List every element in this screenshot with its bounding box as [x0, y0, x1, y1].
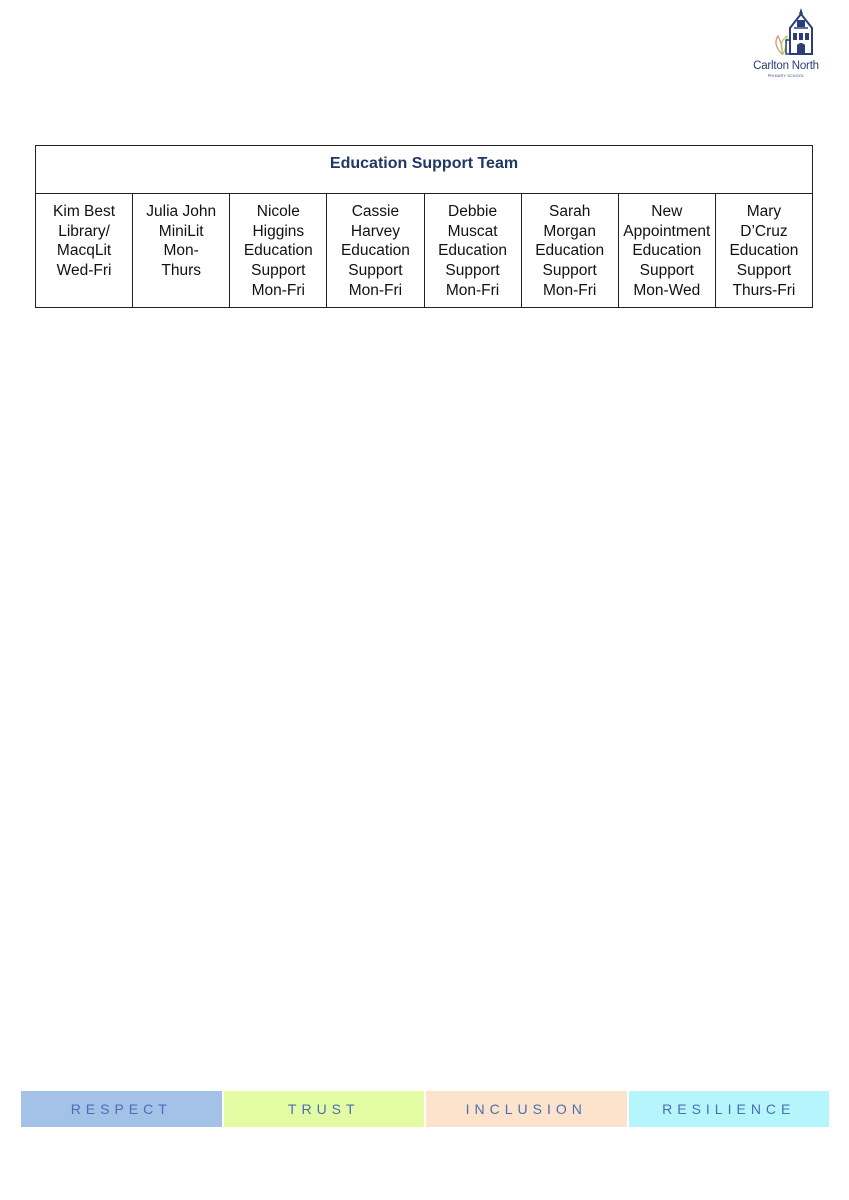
staff-cell-line: Higgins [252, 222, 305, 240]
value-inclusion: INCLUSION [424, 1091, 627, 1127]
staff-cell-line: Kim Best [53, 203, 116, 220]
staff-cell-line: Mon-Fri [348, 281, 403, 299]
staff-cell [133, 194, 230, 308]
staff-cell-line: Mon-Fri [251, 281, 305, 299]
staff-cell-line: Julia John [146, 203, 217, 220]
school-values-bar [21, 1091, 829, 1127]
staff-cell-line: Support [445, 262, 500, 280]
value-resilience: RESILIENCE [627, 1091, 830, 1127]
staff-cell-line: Thurs-Fri [732, 281, 796, 299]
staff-cell [521, 194, 618, 308]
school-name: Carlton North [753, 60, 819, 72]
staff-cell [715, 194, 812, 308]
staff-cell-line: Harvey [350, 222, 400, 240]
staff-cell-line: Support [542, 262, 597, 280]
staff-cell-line: Thurs [161, 262, 201, 280]
staff-cell-line: Debbie [448, 203, 498, 220]
school-logo [748, 6, 824, 80]
staff-cell [230, 194, 327, 308]
staff-cell [36, 194, 133, 308]
staff-cell-line: Mon-Fri [445, 281, 500, 299]
value-trust: TRUST [222, 1091, 425, 1127]
staff-cell-line: Education [535, 242, 605, 260]
staff-cell-line: Support [348, 262, 403, 280]
staff-cell-line: Education [243, 242, 313, 260]
staff-cell-line: Cassie [351, 203, 400, 220]
staff-cell [424, 194, 521, 308]
staff-cell-line: Education [729, 242, 799, 260]
staff-cell-line: Mon-Wed [633, 281, 701, 299]
staff-cell-line: Sarah [549, 203, 591, 220]
staff-cell-line: MiniLit [158, 222, 204, 240]
table-title: Education Support Team [36, 146, 813, 194]
staff-cell-line: New [651, 203, 683, 220]
staff-cell-line: Muscat [447, 222, 498, 240]
education-support-team-table [35, 145, 813, 308]
staff-cell-line: Library/ [58, 222, 110, 240]
staff-cell-line: Support [251, 262, 306, 280]
school-building-icon [756, 6, 816, 58]
staff-cell-line: Wed-Fri [56, 262, 112, 280]
staff-row [36, 194, 813, 308]
staff-cell-line: MacqLit [56, 242, 112, 260]
value-respect: RESPECT [21, 1091, 222, 1127]
staff-cell-line: Appointment [623, 222, 711, 240]
staff-cell-line: Nicole [256, 203, 300, 220]
staff-cell-line: Education [340, 242, 410, 260]
staff-cell-line: Mon-Fri [542, 281, 597, 299]
staff-cell-line: Support [639, 262, 694, 280]
staff-cell-line: Education [632, 242, 702, 260]
school-subtitle: PRIMARY SCHOOL [767, 74, 805, 78]
staff-cell-line: D’Cruz [740, 222, 788, 240]
table-title-row [36, 146, 813, 194]
staff-cell-line: Support [736, 262, 792, 280]
staff-cell-line: Mon- [163, 242, 199, 260]
staff-cell-line: Education [438, 242, 508, 260]
staff-cell [327, 194, 424, 308]
staff-cell-line: Mary [746, 203, 782, 220]
staff-cell-line: Morgan [543, 222, 596, 240]
staff-cell [618, 194, 715, 308]
